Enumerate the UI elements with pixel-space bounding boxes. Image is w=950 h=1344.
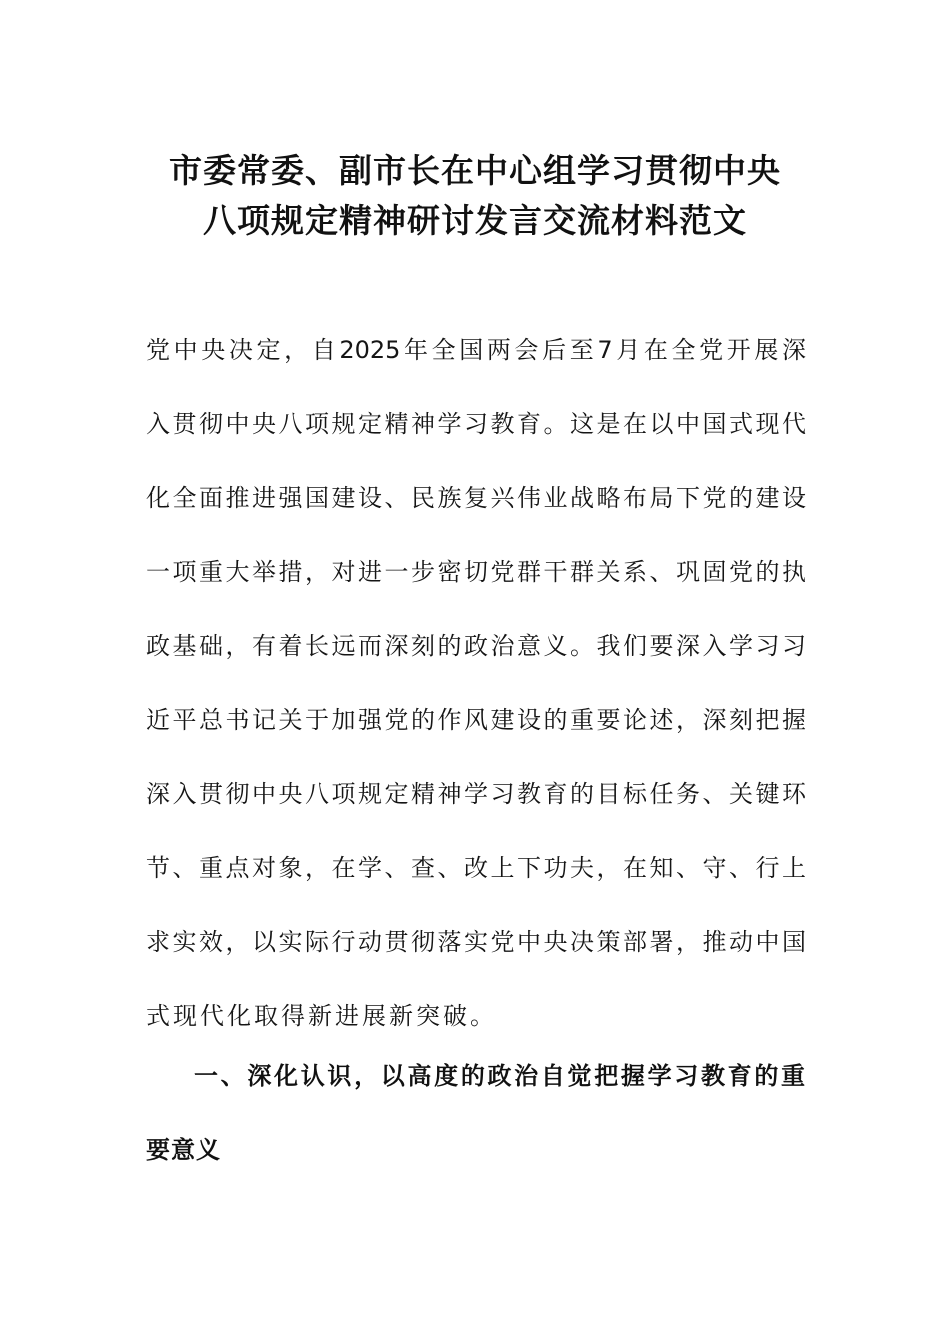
- paragraph-line: 政基础，有着长远而深刻的政治意义。我们要深入学习习: [146, 632, 806, 660]
- document-title: [140, 146, 810, 246]
- paragraph-line: 入贯彻中央八项规定精神学习教育。这是在以中国式现代: [146, 410, 806, 438]
- intro-paragraph: [146, 320, 806, 1060]
- paragraph-line: 求实效，以实际行动贯彻落实党中央决策部署，推动中国: [146, 928, 806, 956]
- section-heading: [146, 1046, 806, 1194]
- paragraph-line: 一项重大举措，对进一步密切党群干群关系、巩固党的执: [146, 558, 806, 586]
- paragraph-line: 深入贯彻中央八项规定精神学习教育的目标任务、关键环: [146, 780, 806, 808]
- heading-line-1: 一、深化认识，以高度的政治自觉把握学习教育的重: [194, 1062, 806, 1090]
- paragraph-line: 式现代化取得新进展新突破。: [146, 1002, 497, 1030]
- title-line-2: 八项规定精神研讨发言交流材料范文: [203, 201, 747, 240]
- paragraph-line: 近平总书记关于加强党的作风建设的重要论述，深刻把握: [146, 706, 806, 734]
- paragraph-line: 党中央决定，自2025年全国两会后至7月在全党开展深: [146, 336, 806, 364]
- paragraph-line: 节、重点对象，在学、查、改上下功夫，在知、守、行上: [146, 854, 806, 882]
- title-line-1: 市委常委、副市长在中心组学习贯彻中央: [169, 151, 781, 190]
- paragraph-line: 化全面推进强国建设、民族复兴伟业战略布局下党的建设: [146, 484, 806, 512]
- heading-line-2: 要意义: [146, 1136, 221, 1164]
